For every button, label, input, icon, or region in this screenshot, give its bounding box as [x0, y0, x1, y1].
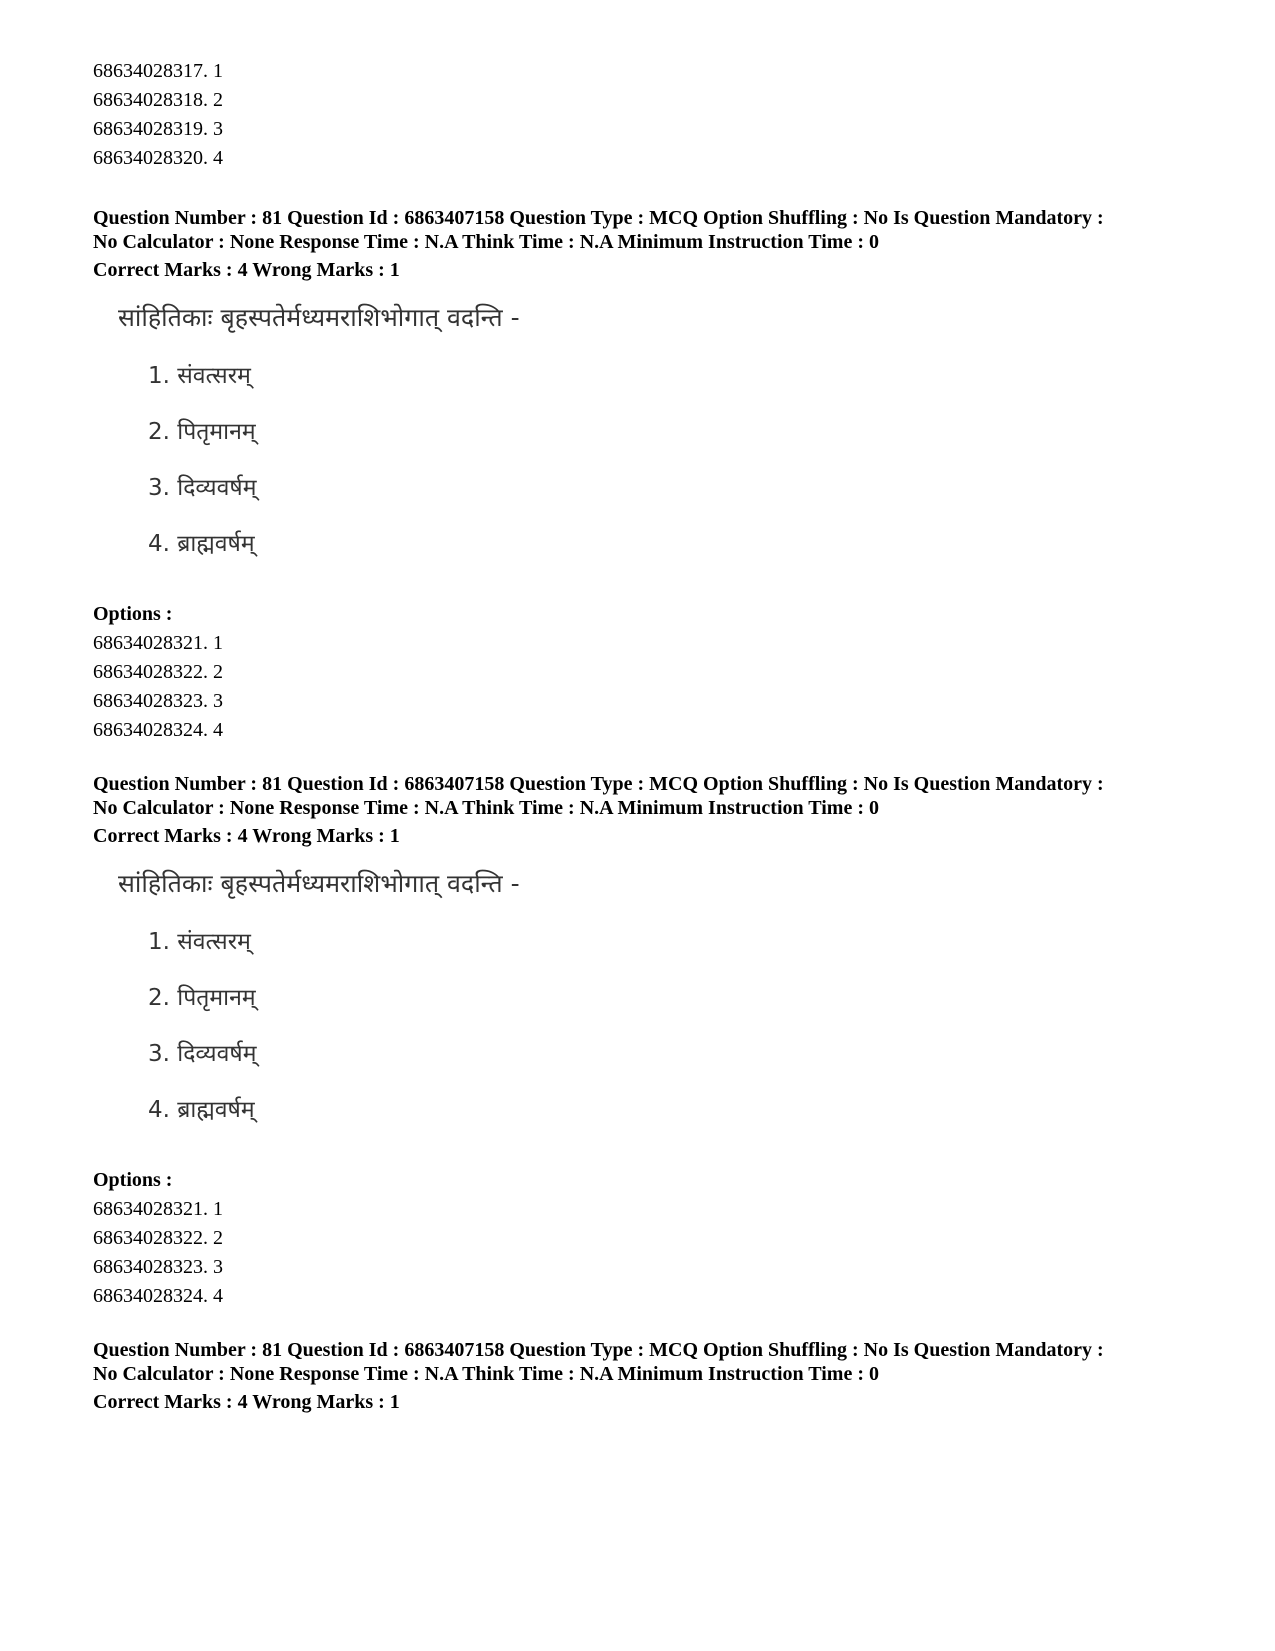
question-block-2 [93, 772, 1193, 1311]
question-block-3 [93, 1338, 1193, 1414]
option-line: 68634028324. 4 [93, 719, 223, 741]
option-line: 68634028322. 2 [93, 661, 223, 683]
choice-1: 1. संवत्सरम् [148, 363, 251, 389]
choice-4: 4. ब्राह्मवर्षम् [148, 531, 255, 557]
option-line: 68634028321. 1 [93, 1198, 223, 1220]
option-line: 68634028323. 3 [93, 1256, 223, 1278]
choice-2: 2. पितृमानम् [148, 985, 256, 1011]
options-label: Options : [93, 603, 173, 625]
question-marks: Correct Marks : 4 Wrong Marks : 1 [93, 1391, 400, 1413]
question-stem: सांहितिकाः बृहस्पतेर्मध्यमराशिभोगात् वदन्ति - [118, 869, 520, 898]
question-meta-line-1: Question Number : 81 Question Id : 6863407158 Question Type : MCQ Option Shuffling : No Is Question Mandatory : [93, 1339, 1104, 1361]
option-line: 68634028320. 4 [93, 147, 223, 169]
option-line: 68634028321. 1 [93, 632, 223, 654]
question-meta-line-2: No Calculator : None Response Time : N.A Think Time : N.A Minimum Instruction Time : 0 [93, 1363, 879, 1385]
choice-4: 4. ब्राह्मवर्षम् [148, 1097, 255, 1123]
option-line: 68634028323. 3 [93, 690, 223, 712]
choice-3: 3. दिव्यवर्षम् [148, 475, 257, 501]
choice-3: 3. दिव्यवर्षम् [148, 1041, 257, 1067]
question-marks: Correct Marks : 4 Wrong Marks : 1 [93, 825, 400, 847]
question-block-1 [93, 206, 1193, 745]
question-meta-line-2: No Calculator : None Response Time : N.A Think Time : N.A Minimum Instruction Time : 0 [93, 797, 879, 819]
option-line: 68634028319. 3 [93, 118, 223, 140]
question-image [93, 866, 1193, 1166]
question-image [93, 300, 1193, 600]
option-line: 68634028324. 4 [93, 1285, 223, 1307]
question-meta-line-2: No Calculator : None Response Time : N.A Think Time : N.A Minimum Instruction Time : 0 [93, 231, 879, 253]
previous-options [93, 57, 1193, 173]
question-stem: सांहितिकाः बृहस्पतेर्मध्यमराशिभोगात् वदन्ति - [118, 303, 520, 332]
choice-1: 1. संवत्सरम् [148, 929, 251, 955]
question-marks: Correct Marks : 4 Wrong Marks : 1 [93, 259, 400, 281]
question-meta-line-1: Question Number : 81 Question Id : 6863407158 Question Type : MCQ Option Shuffling : No Is Question Mandatory : [93, 207, 1104, 229]
options-label: Options : [93, 1169, 173, 1191]
option-line: 68634028322. 2 [93, 1227, 223, 1249]
option-line: 68634028318. 2 [93, 89, 223, 111]
choice-2: 2. पितृमानम् [148, 419, 256, 445]
option-line: 68634028317. 1 [93, 60, 223, 82]
question-meta-line-1: Question Number : 81 Question Id : 6863407158 Question Type : MCQ Option Shuffling : No Is Question Mandatory : [93, 773, 1104, 795]
